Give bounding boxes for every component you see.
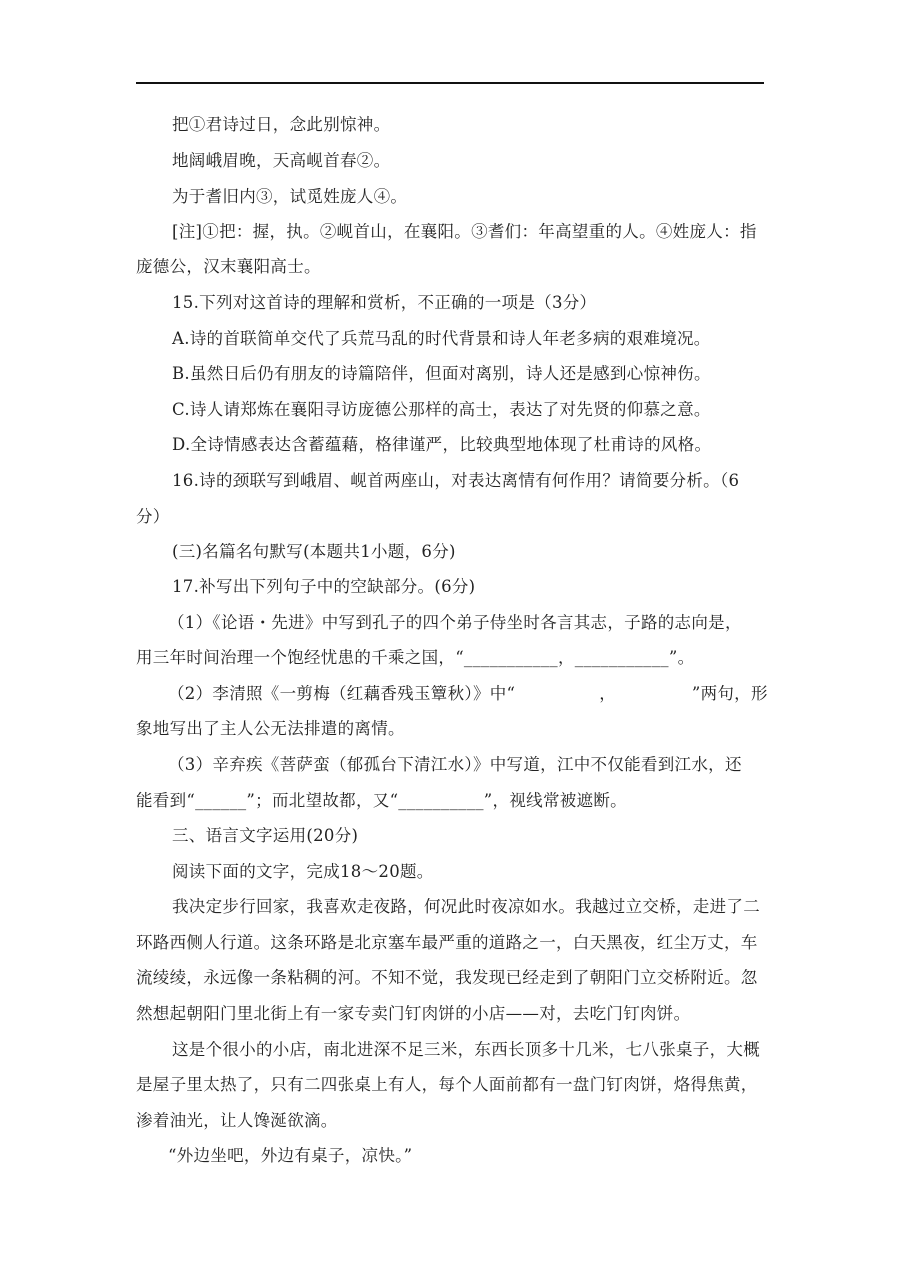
q17-item-1: （1）《论语・先进》中写到孔子的四个弟子侍坐时各言其志，子路的志向是， bbox=[168, 613, 742, 632]
poem-line-1: 把①君诗过日，念此别惊神。 bbox=[172, 115, 391, 134]
annotation-line-2: 庞德公，汉末襄阳高士。 bbox=[136, 257, 321, 276]
passage-p2-line-2: 是屋子里太热了，只有二四张桌上有人，每个人面前都有一盘门钉肉饼，烙得焦黄， bbox=[136, 1075, 758, 1094]
q17-item-2: （2）李清照《一剪梅（红藕香残玉簟秋）》中“ ， ”两句，形 bbox=[168, 684, 768, 703]
passage-p1-line-1: 我决定步行回家，我喜欢走夜路，何况此时夜凉如水。我越过立交桥，走进了二 bbox=[172, 897, 760, 916]
passage-p1-line-3: 流绫绫，永远像一条粘稠的河。不知不觉，我发现已经走到了朝阳门立交桥附近。忽 bbox=[136, 968, 758, 987]
question-15: 15.下列对这首诗的理解和赏析，不正确的一项是（3分） bbox=[172, 293, 597, 312]
question-16-cont: 分） bbox=[136, 507, 170, 526]
reading-instruction: 阅读下面的文字，完成18～20题。 bbox=[172, 862, 434, 881]
passage-p1-line-2: 环路西侧人行道。这条环路是北京塞车最严重的道路之一，白天黑夜，红尘万丈，车 bbox=[136, 933, 758, 952]
option-d: D.全诗情感表达含蓄蕴藉，格律谨严，比较典型地体现了杜甫诗的风格。 bbox=[172, 435, 712, 454]
q17-item-3: （3）辛弃疾《菩萨蛮（郁孤台下清江水）》中写道，江中不仅能看到江水，还 bbox=[168, 755, 742, 774]
option-a: A.诗的首联简单交代了兵荒马乱的时代背景和诗人年老多病的艰难境况。 bbox=[172, 329, 711, 348]
q17-item-3-cont: 能看到“______”；而北望故都，又“__________”，视线常被遮断。 bbox=[136, 791, 627, 810]
poem-line-3: 为于耆旧内③，试觅姓庞人④。 bbox=[172, 187, 408, 206]
passage-p2-line-1: 这是个很小的小店，南北进深不足三米，东西长顶多十几米，七八张桌子，大概 bbox=[172, 1040, 760, 1059]
option-b: B.虽然日后仍有朋友的诗篇陪伴，但面对离别，诗人还是感到心惊神伤。 bbox=[172, 364, 711, 383]
annotation-line-1: [注]①把：握，执。②岘首山，在襄阳。③耆们：年高望重的人。④姓庞人：指 bbox=[172, 222, 757, 241]
poem-line-2: 地阔峨眉晚，天高岘首春②。 bbox=[172, 151, 391, 170]
part-3-heading: 三、语言文字运用(20分) bbox=[172, 826, 359, 845]
option-c: C.诗人请郑炼在襄阳寻访庞德公那样的高士，表达了对先贤的仰慕之意。 bbox=[172, 400, 711, 419]
passage-p1-line-4: 然想起朝阳门里北街上有一家专卖门钉肉饼的小店——对，去吃门钉肉饼。 bbox=[136, 1004, 691, 1023]
question-17: 17.补写出下列句子中的空缺部分。(6分) bbox=[172, 577, 476, 596]
question-16: 16.诗的颈联写到峨眉、岘首两座山，对表达离情有何作用？请简要分析。（6 bbox=[172, 471, 740, 490]
section-3-heading: (三)名篇名句默写(本题共1小题，6分) bbox=[172, 542, 456, 561]
passage-p2-line-3: 渗着油光，让人馋涎欲滴。 bbox=[136, 1111, 338, 1130]
header-rule bbox=[136, 82, 764, 84]
passage-dialogue: “外边坐吧，外边有桌子，凉快。” bbox=[168, 1146, 413, 1165]
q17-item-2-cont: 象地写出了主人公无法排遣的离情。 bbox=[136, 719, 405, 738]
q17-item-1-cont: 用三年时间治理一个饱经忧患的千乘之国，“___________，___________”。 bbox=[136, 648, 695, 667]
